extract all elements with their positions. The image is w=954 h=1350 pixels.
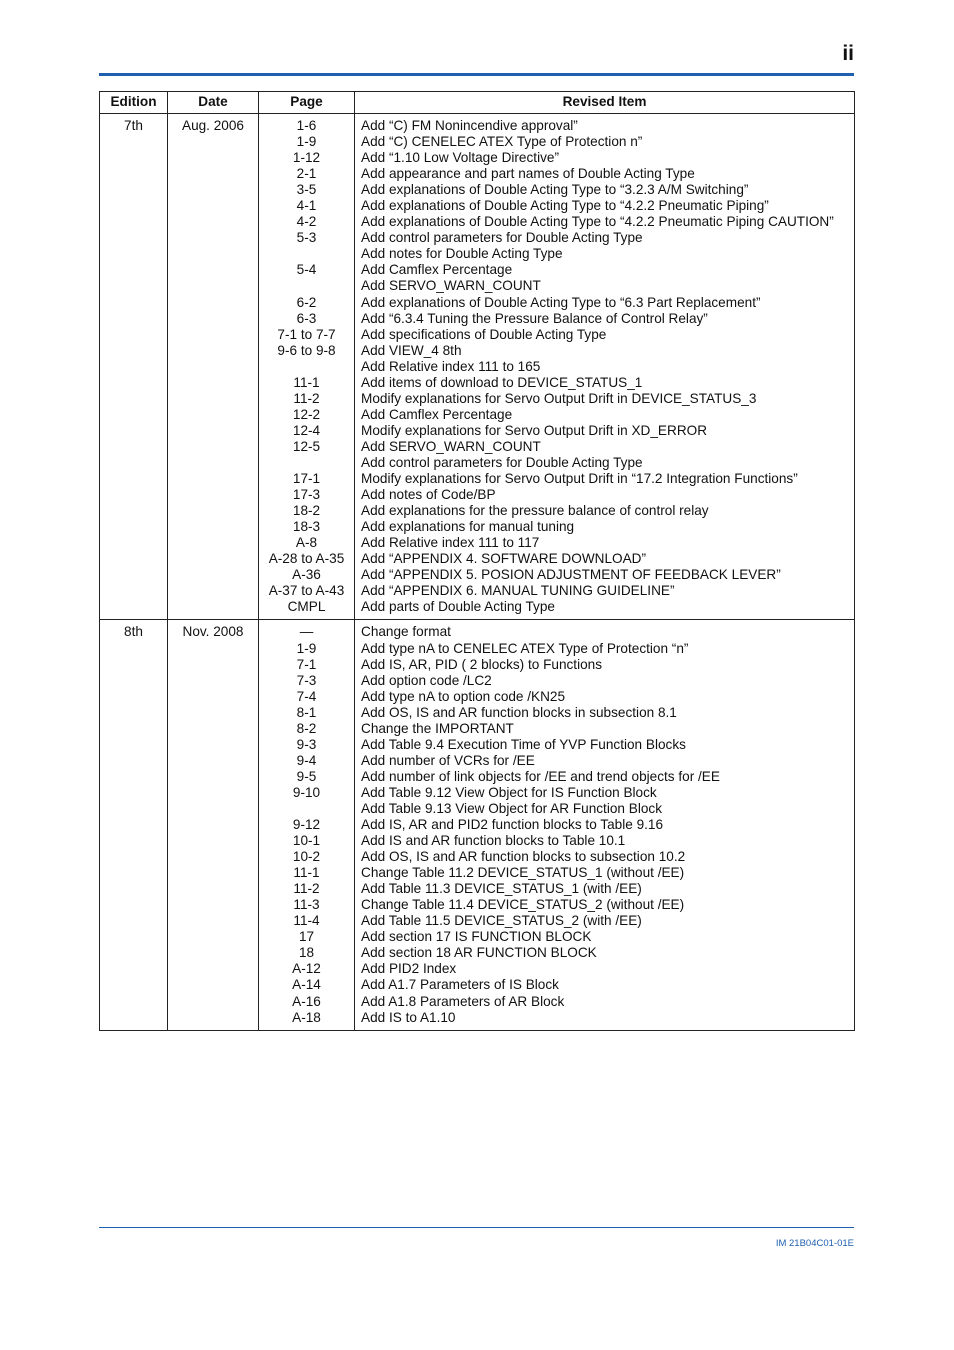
revised-item: Add PID2 Index (361, 961, 457, 977)
page-ref: 10-1 (292, 833, 321, 849)
revised-item: Add notes of Code/BP (361, 487, 496, 503)
page-ref: A-28 to A-35 (268, 551, 345, 567)
revised-item: Add section 17 IS FUNCTION BLOCK (361, 929, 592, 945)
header-page: Page (259, 92, 355, 114)
revised-item: Add Table 11.3 DEVICE_STATUS_1 (with /EE) (361, 881, 642, 897)
page-ref: 7-1 (296, 656, 317, 672)
revised-item: Add explanations of Double Acting Type to “4.2.2 Pneumatic Piping CAUTION” (361, 214, 834, 230)
revised-item: Add OS, IS and AR function blocks in subsection 8.1 (361, 704, 677, 720)
revised-item: Add Table 11.5 DEVICE_STATUS_2 (with /EE) (361, 913, 642, 929)
page-ref: 10-2 (292, 849, 321, 865)
table-header-row (100, 92, 855, 114)
header-revised-item: Revised Item (355, 92, 855, 114)
revised-item: Modify explanations for Servo Output Drift in XD_ERROR (361, 422, 708, 438)
page-ref: 9-5 (296, 768, 317, 784)
page-ref: 1-6 (296, 118, 317, 133)
page-ref: 18 (298, 945, 315, 961)
revised-item: Change format (361, 624, 451, 640)
page-ref: 11-3 (293, 897, 320, 913)
revised-item: Add items of download to DEVICE_STATUS_1 (361, 374, 643, 390)
revised-item: Change Table 11.4 DEVICE_STATUS_2 (without /EE) (361, 897, 685, 913)
date-cell: Aug. 2006 (168, 114, 259, 620)
revised-item: Add option code /LC2 (361, 672, 492, 688)
page-ref: 17 (298, 929, 315, 945)
page-ref: 2-1 (296, 166, 317, 182)
revised-item: Add A1.8 Parameters of AR Block (361, 993, 565, 1009)
revised-item: Add number of link objects for /EE and trend objects for /EE (361, 768, 720, 784)
revised-item: Add SERVO_WARN_COUNT (361, 438, 541, 454)
revised-item: Add “APPENDIX 4. SOFTWARE DOWNLOAD” (361, 551, 647, 567)
revised-item: Add explanations of Double Acting Type to “3.2.3 A/M Switching” (361, 182, 749, 198)
page-ref: 4-2 (296, 214, 317, 230)
revised-item: Add A1.7 Parameters of IS Block (361, 977, 559, 993)
revised-item: Add Relative index 111 to 165 (361, 358, 541, 374)
page-ref: — (299, 624, 314, 640)
page-ref: 6-2 (296, 294, 317, 310)
revised-item: Change Table 11.2 DEVICE_STATUS_1 (without /EE) (361, 865, 685, 881)
page-ref: 12-2 (292, 406, 321, 422)
page-ref: 3-5 (296, 182, 317, 198)
page-ref: 18-3 (292, 519, 321, 535)
page-ref (259, 246, 354, 262)
page-ref: 11-2 (293, 881, 320, 897)
revised-item: Add “6.3.4 Tuning the Pressure Balance of Control Relay” (361, 310, 708, 326)
table-row (100, 620, 855, 1030)
revised-item: Add VIEW_4 8th (361, 342, 462, 358)
revised-item-cell (355, 114, 855, 620)
revised-item: Add section 18 AR FUNCTION BLOCK (361, 945, 597, 961)
page-ref: CMPL (287, 599, 326, 615)
header-edition: Edition (100, 92, 168, 114)
revised-item: Add explanations of Double Acting Type to “6.3 Part Replacement” (361, 294, 761, 310)
page-ref: 12-5 (292, 438, 321, 454)
page-ref: 11-1 (293, 865, 320, 881)
document-id: IM 21B04C01-01E (775, 1238, 854, 1249)
revised-item: Modify explanations for Servo Output Drift in “17.2 Integration Functions” (361, 471, 798, 487)
page-ref: 11-1 (293, 374, 320, 390)
revision-table (99, 91, 855, 1031)
page-ref: 5-3 (296, 230, 317, 246)
revised-item: Add control parameters for Double Acting Type (361, 454, 643, 470)
page-ref: 7-4 (296, 688, 317, 704)
page-number: ii (842, 42, 854, 65)
page-ref: 8-1 (296, 704, 317, 720)
revised-item: Add “1.10 Low Voltage Directive” (361, 150, 559, 166)
page-ref: A-37 to A-43 (268, 583, 345, 599)
revised-item: Add “APPENDIX 5. POSION ADJUSTMENT OF FEEDBACK LEVER” (361, 567, 781, 583)
table-row (100, 114, 855, 620)
page-ref: 17-3 (292, 487, 321, 503)
page-ref: 7-3 (296, 672, 317, 688)
page-ref: 9-10 (292, 784, 321, 800)
header-date: Date (168, 92, 259, 114)
revised-item: Add Table 9.4 Execution Time of YVP Function Blocks (361, 736, 686, 752)
page-ref: 8-2 (296, 720, 317, 736)
page-cell (259, 620, 355, 1030)
page-ref: 9-3 (296, 736, 317, 752)
page-ref: 7-1 to 7-7 (277, 326, 336, 342)
revised-item: Add notes for Double Acting Type (361, 246, 563, 262)
revised-item: Change the IMPORTANT (361, 720, 514, 736)
page-ref: A-8 (295, 535, 318, 551)
page-ref (259, 801, 354, 817)
revised-item: Add “C) CENELEC ATEX Type of Protection n” (361, 134, 643, 150)
revised-item: Add SERVO_WARN_COUNT (361, 278, 541, 294)
page-ref: 9-6 to 9-8 (277, 342, 336, 358)
page-ref: 4-1 (296, 198, 317, 214)
page-ref: A-16 (292, 993, 321, 1009)
page-ref: 9-4 (296, 752, 317, 768)
revised-item: Add OS, IS and AR function blocks to subsection 10.2 (361, 849, 686, 865)
revised-item: Add “APPENDIX 6. MANUAL TUNING GUIDELINE” (361, 583, 675, 599)
revised-item-cell (355, 620, 855, 1030)
edition-cell: 7th (100, 114, 168, 620)
revised-item: Add explanations for the pressure balance of control relay (361, 503, 709, 519)
page-ref: 5-4 (296, 262, 317, 278)
date-cell: Nov. 2008 (168, 620, 259, 1030)
revised-item: Add explanations for manual tuning (361, 519, 575, 535)
revised-item: Add type nA to CENELEC ATEX Type of Protection “n” (361, 640, 689, 656)
revised-item: Add IS to A1.10 (361, 1009, 456, 1025)
page-ref (259, 359, 354, 375)
revised-item: Add IS, AR and PID2 function blocks to Table 9.16 (361, 817, 664, 833)
revised-item: Modify explanations for Servo Output Drift in DEVICE_STATUS_3 (361, 390, 757, 406)
revised-item: Add number of VCRs for /EE (361, 752, 535, 768)
edition-cell: 8th (100, 620, 168, 1030)
page-ref: 1-12 (292, 150, 321, 166)
revised-item: Add type nA to option code /KN25 (361, 688, 566, 704)
revised-item: Add IS, AR, PID ( 2 blocks) to Functions (361, 656, 603, 672)
revised-item: Add Camflex Percentage (361, 262, 513, 278)
revised-item: Add “C) FM Nonincendive approval” (361, 118, 578, 133)
page-ref (259, 278, 354, 294)
revised-item: Add IS and AR function blocks to Table 10.1 (361, 833, 626, 849)
page-ref: A-12 (292, 961, 321, 977)
page-ref: 1-9 (296, 640, 317, 656)
revised-item: Add specifications of Double Acting Type (361, 326, 607, 342)
page-ref: A-14 (292, 977, 321, 993)
page-ref: 18-2 (292, 503, 321, 519)
page-ref: A-36 (292, 567, 321, 583)
revised-item: Add appearance and part names of Double Acting Type (361, 166, 695, 182)
revised-item: Add explanations of Double Acting Type to “4.2.2 Pneumatic Piping” (361, 198, 769, 214)
page-ref: 11-2 (293, 390, 320, 406)
header-rule (99, 73, 854, 76)
page-ref: 6-3 (296, 310, 317, 326)
page-ref: A-18 (292, 1009, 321, 1025)
page-ref: 11-4 (293, 913, 320, 929)
page-ref: 9-12 (292, 817, 321, 833)
page-ref: 12-4 (292, 422, 321, 438)
revised-item: Add parts of Double Acting Type (361, 599, 555, 615)
page-ref: 1-9 (296, 134, 317, 150)
revised-item: Add Table 9.12 View Object for IS Function Block (361, 784, 657, 800)
revised-item: Add Relative index 111 to 117 (361, 535, 540, 551)
revised-item: Add Table 9.13 View Object for AR Function Block (361, 800, 662, 816)
page-cell (259, 114, 355, 620)
revised-item: Add Camflex Percentage (361, 406, 513, 422)
page-ref (259, 455, 354, 471)
page-ref: 17-1 (292, 471, 321, 487)
footer-rule (99, 1227, 854, 1228)
revised-item: Add control parameters for Double Acting Type (361, 230, 643, 246)
